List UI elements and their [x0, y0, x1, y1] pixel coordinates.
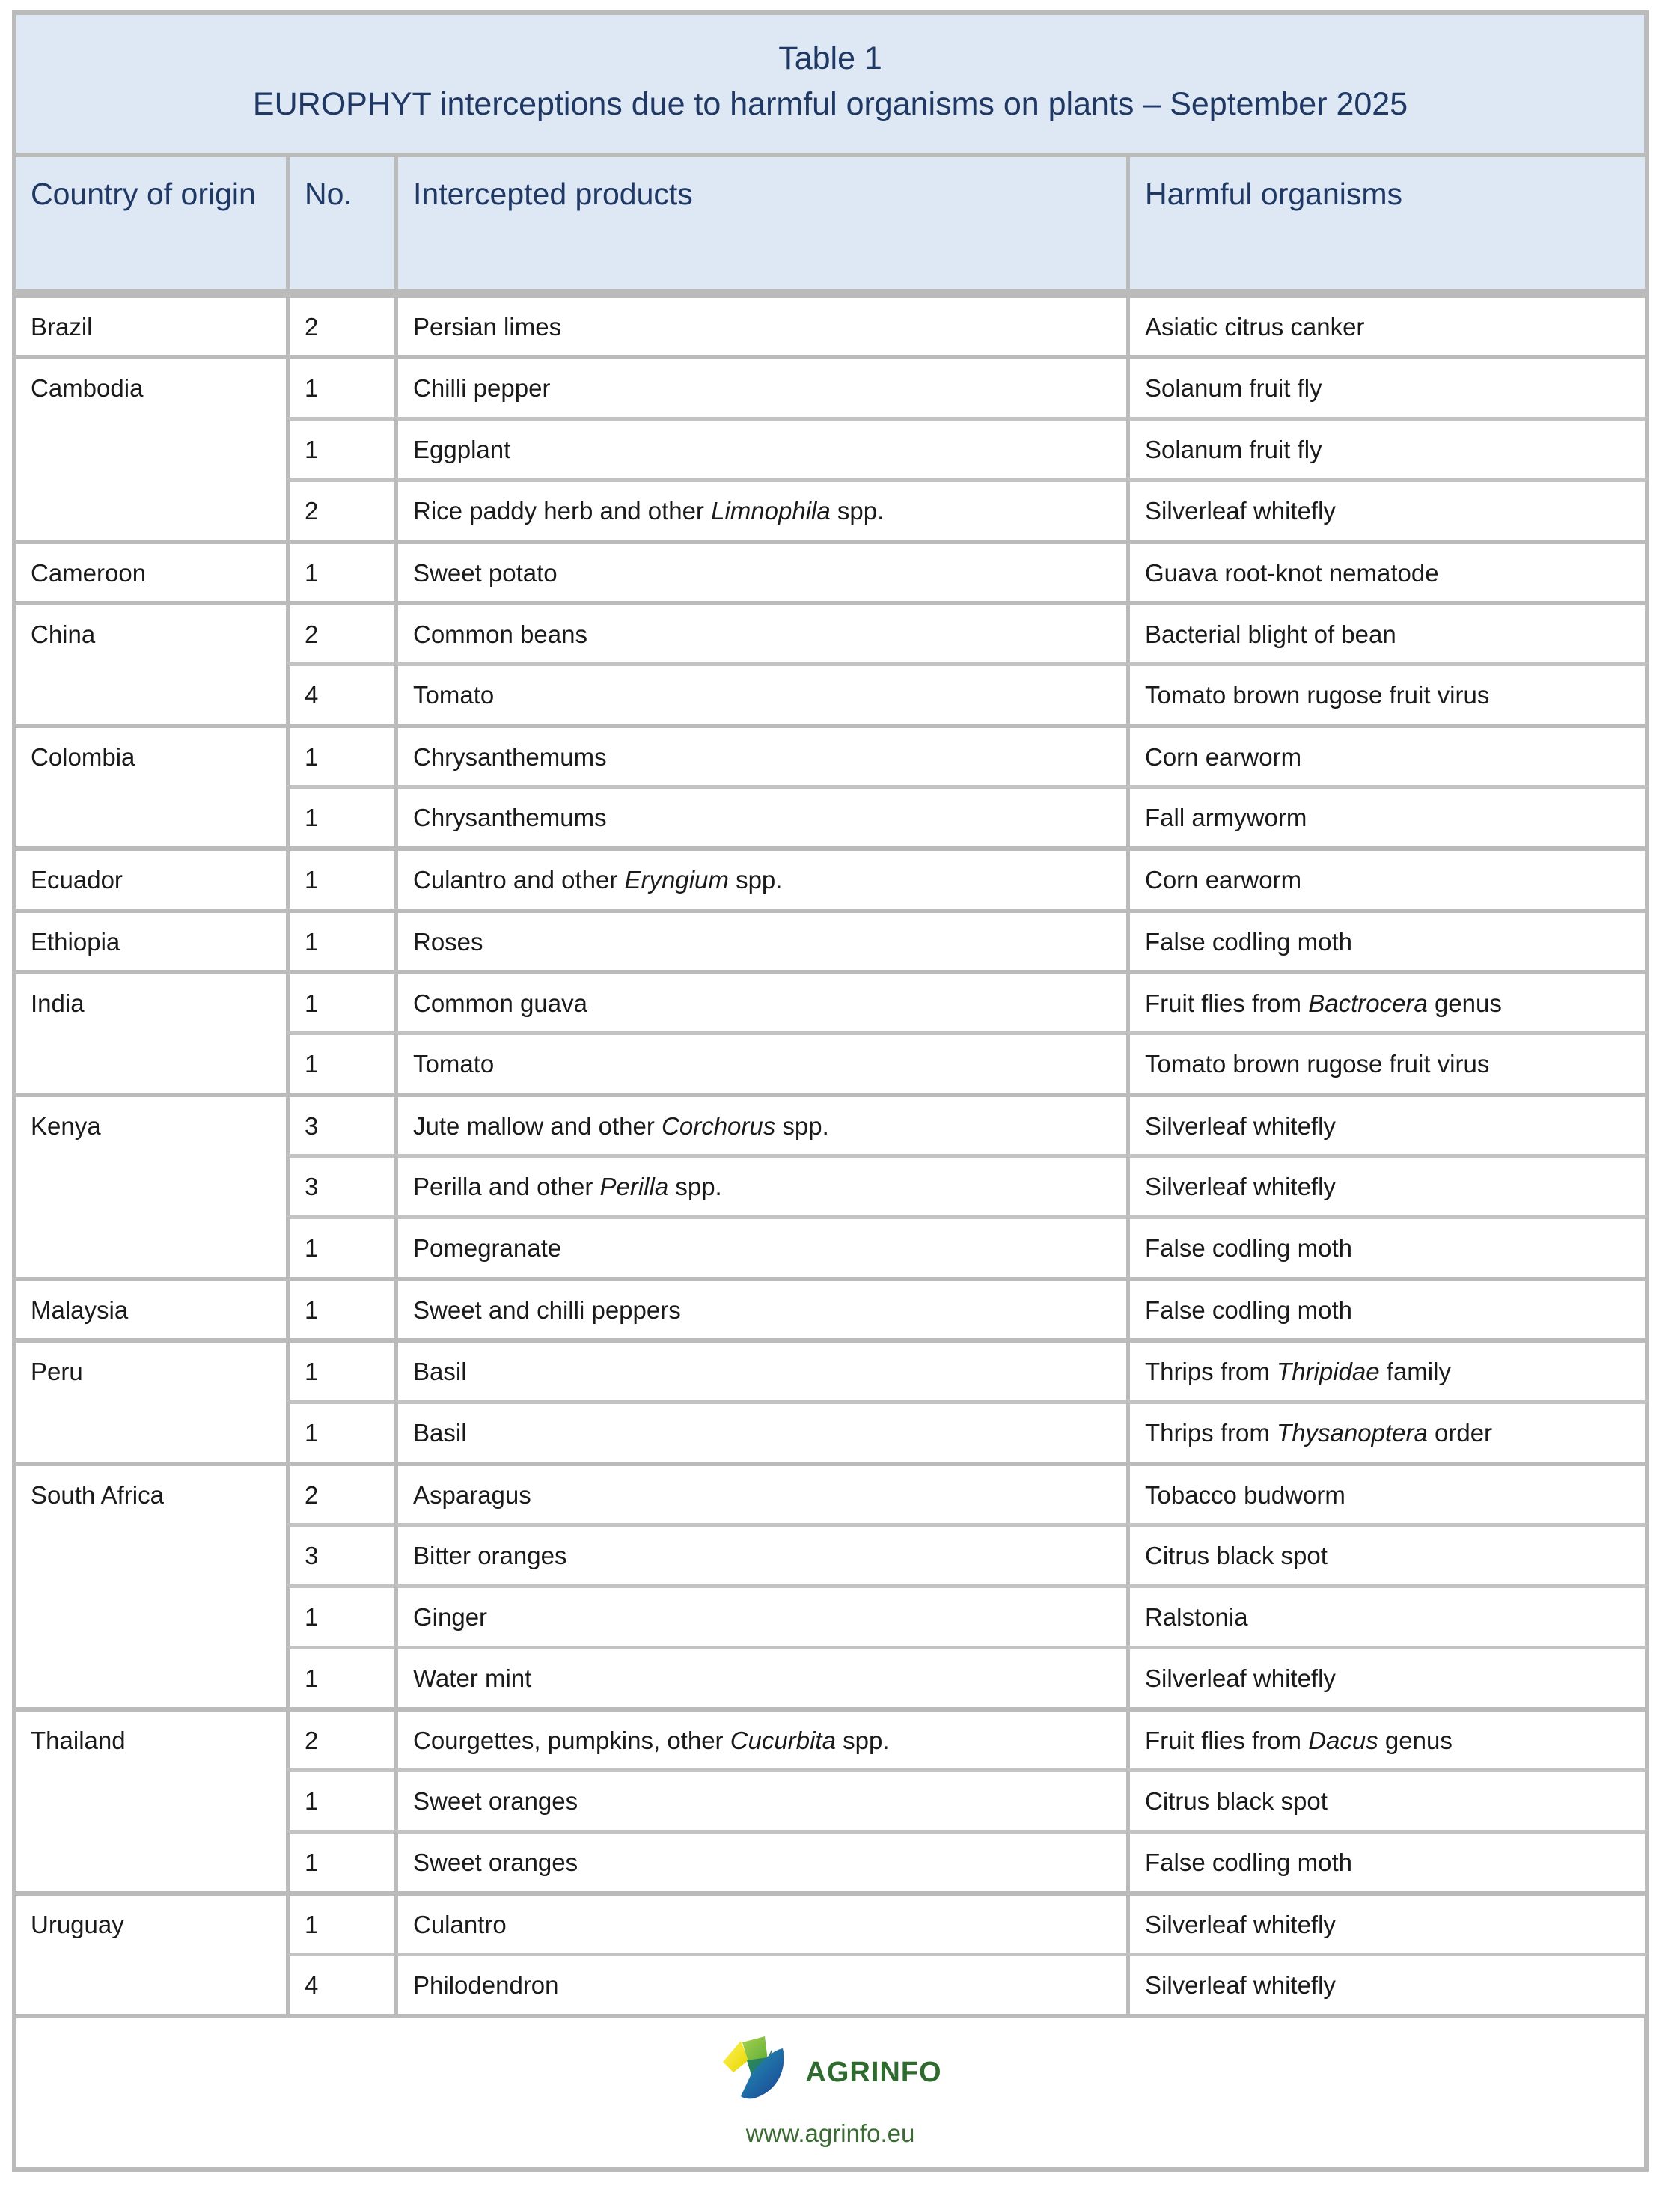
- cell-number: 4: [286, 1953, 394, 2014]
- cell-intercepted-product: Common beans: [394, 601, 1126, 662]
- table-row: [12, 846, 1649, 908]
- table-title-row: [12, 10, 1649, 157]
- table-row: [12, 1338, 1649, 1399]
- cell-harmful-organism: Silverleaf whitefly: [1126, 1093, 1649, 1154]
- cell-harmful-organism: Asiatic citrus canker: [1126, 293, 1649, 355]
- cell-intercepted-product: Sweet oranges: [394, 1830, 1126, 1891]
- cell-country-of-origin: Brazil: [12, 293, 286, 355]
- cell-harmful-organism: Solanum fruit fly: [1126, 417, 1649, 478]
- column-header-organisms: Harmful organisms: [1126, 157, 1649, 293]
- cell-number: 1: [286, 724, 394, 785]
- cell-number: 4: [286, 662, 394, 724]
- cell-number: 2: [286, 1707, 394, 1768]
- cell-intercepted-product: Chrysanthemums: [394, 724, 1126, 785]
- cell-country-of-origin: India: [12, 970, 286, 1093]
- cell-harmful-organism: Thrips from Thysanoptera order: [1126, 1400, 1649, 1462]
- column-header-no: No.: [286, 157, 394, 293]
- cell-harmful-organism: Thrips from Thripidae family: [1126, 1338, 1649, 1399]
- cell-harmful-organism: Solanum fruit fly: [1126, 355, 1649, 416]
- cell-number: 1: [286, 1338, 394, 1399]
- cell-harmful-organism: Tobacco budworm: [1126, 1462, 1649, 1523]
- column-header-country: Country of origin: [12, 157, 286, 293]
- cell-number: 2: [286, 1462, 394, 1523]
- cell-harmful-organism: Corn earworm: [1126, 724, 1649, 785]
- table-body: [12, 293, 1649, 2014]
- cell-country-of-origin: Thailand: [12, 1707, 286, 1891]
- cell-country-of-origin: Ecuador: [12, 846, 286, 908]
- cell-intercepted-product: Perilla and other Perilla spp.: [394, 1154, 1126, 1215]
- cell-number: 2: [286, 478, 394, 540]
- cell-number: 1: [286, 1215, 394, 1277]
- cell-number: 1: [286, 1891, 394, 1953]
- agrinfo-branding: [718, 2035, 941, 2148]
- cell-number: 2: [286, 293, 394, 355]
- cell-country-of-origin: South Africa: [12, 1462, 286, 1707]
- cell-harmful-organism: Fall armyworm: [1126, 785, 1649, 846]
- cell-harmful-organism: Tomato brown rugose fruit virus: [1126, 1031, 1649, 1093]
- cell-intercepted-product: Asparagus: [394, 1462, 1126, 1523]
- cell-intercepted-product: Sweet potato: [394, 540, 1126, 601]
- cell-intercepted-product: Chrysanthemums: [394, 785, 1126, 846]
- cell-intercepted-product: Jute mallow and other Corchorus spp.: [394, 1093, 1126, 1154]
- cell-harmful-organism: Fruit flies from Bactrocera genus: [1126, 970, 1649, 1031]
- table-row: [12, 601, 1649, 662]
- cell-harmful-organism: Silverleaf whitefly: [1126, 478, 1649, 540]
- cell-harmful-organism: Ralstonia: [1126, 1584, 1649, 1646]
- cell-country-of-origin: Peru: [12, 1338, 286, 1461]
- table-footer-row: [12, 2014, 1649, 2172]
- cell-number: 1: [286, 970, 394, 1031]
- cell-intercepted-product: Culantro: [394, 1891, 1126, 1953]
- table-row: [12, 1891, 1649, 1953]
- cell-harmful-organism: Silverleaf whitefly: [1126, 1646, 1649, 1707]
- table-row: [12, 1277, 1649, 1338]
- cell-number: 1: [286, 909, 394, 970]
- cell-intercepted-product: Chilli pepper: [394, 355, 1126, 416]
- table-row: [12, 540, 1649, 601]
- table-footer-cell: [12, 2014, 1649, 2172]
- cell-intercepted-product: Basil: [394, 1338, 1126, 1399]
- cell-number: 1: [286, 1031, 394, 1093]
- cell-number: 1: [286, 355, 394, 416]
- agrinfo-website-url: www.agrinfo.eu: [745, 2119, 915, 2148]
- cell-intercepted-product: Bitter oranges: [394, 1523, 1126, 1584]
- cell-number: 1: [286, 417, 394, 478]
- cell-intercepted-product: Ginger: [394, 1584, 1126, 1646]
- cell-harmful-organism: Fruit flies from Dacus genus: [1126, 1707, 1649, 1768]
- cell-harmful-organism: Corn earworm: [1126, 846, 1649, 908]
- cell-intercepted-product: Basil: [394, 1400, 1126, 1462]
- cell-country-of-origin: China: [12, 601, 286, 724]
- agrinfo-bird-leaf-logo-icon: [718, 2035, 801, 2110]
- cell-harmful-organism: Bacterial blight of bean: [1126, 601, 1649, 662]
- table-row: [12, 909, 1649, 970]
- cell-harmful-organism: Silverleaf whitefly: [1126, 1891, 1649, 1953]
- column-header-products: Intercepted products: [394, 157, 1126, 293]
- cell-harmful-organism: Citrus black spot: [1126, 1523, 1649, 1584]
- cell-harmful-organism: False codling moth: [1126, 1215, 1649, 1277]
- cell-intercepted-product: Sweet and chilli peppers: [394, 1277, 1126, 1338]
- cell-intercepted-product: Roses: [394, 909, 1126, 970]
- cell-number: 1: [286, 846, 394, 908]
- table-row: [12, 1707, 1649, 1768]
- cell-intercepted-product: Culantro and other Eryngium spp.: [394, 846, 1126, 908]
- table-row: [12, 970, 1649, 1031]
- cell-intercepted-product: Common guava: [394, 970, 1126, 1031]
- cell-intercepted-product: Persian limes: [394, 293, 1126, 355]
- cell-country-of-origin: Uruguay: [12, 1891, 286, 2014]
- cell-country-of-origin: Kenya: [12, 1093, 286, 1277]
- cell-intercepted-product: Pomegranate: [394, 1215, 1126, 1277]
- cell-harmful-organism: False codling moth: [1126, 1830, 1649, 1891]
- cell-intercepted-product: Courgettes, pumpkins, other Cucurbita spp.: [394, 1707, 1126, 1768]
- cell-number: 1: [286, 1646, 394, 1707]
- cell-number: 1: [286, 1584, 394, 1646]
- cell-intercepted-product: Water mint: [394, 1646, 1126, 1707]
- cell-harmful-organism: Silverleaf whitefly: [1126, 1953, 1649, 2014]
- cell-harmful-organism: Tomato brown rugose fruit virus: [1126, 662, 1649, 724]
- table-number-label: Table 1: [778, 40, 882, 76]
- cell-number: 1: [286, 1768, 394, 1830]
- cell-harmful-organism: False codling moth: [1126, 909, 1649, 970]
- cell-country-of-origin: Malaysia: [12, 1277, 286, 1338]
- cell-number: 3: [286, 1523, 394, 1584]
- cell-intercepted-product: Tomato: [394, 662, 1126, 724]
- table-header-row: [12, 157, 1649, 293]
- table-row: [12, 724, 1649, 785]
- cell-number: 3: [286, 1154, 394, 1215]
- table-title-cell: [12, 10, 1649, 157]
- table-row: [12, 1093, 1649, 1154]
- cell-number: 2: [286, 601, 394, 662]
- cell-country-of-origin: Ethiopia: [12, 909, 286, 970]
- cell-harmful-organism: False codling moth: [1126, 1277, 1649, 1338]
- europhyt-interceptions-table: [12, 10, 1649, 2172]
- cell-harmful-organism: Guava root-knot nematode: [1126, 540, 1649, 601]
- cell-intercepted-product: Tomato: [394, 1031, 1126, 1093]
- cell-harmful-organism: Silverleaf whitefly: [1126, 1154, 1649, 1215]
- cell-harmful-organism: Citrus black spot: [1126, 1768, 1649, 1830]
- cell-number: 3: [286, 1093, 394, 1154]
- agrinfo-wordmark: AGRINFO: [805, 2057, 942, 2089]
- cell-number: 1: [286, 1830, 394, 1891]
- cell-number: 1: [286, 1400, 394, 1462]
- table-title-text: EUROPHYT interceptions due to harmful organisms on plants – September 2025: [252, 86, 1408, 123]
- cell-number: 1: [286, 785, 394, 846]
- agrinfo-logo-row: [718, 2035, 941, 2110]
- cell-country-of-origin: Cameroon: [12, 540, 286, 601]
- cell-intercepted-product: Sweet oranges: [394, 1768, 1126, 1830]
- table-row: [12, 355, 1649, 416]
- table-row: [12, 293, 1649, 355]
- cell-country-of-origin: Cambodia: [12, 355, 286, 539]
- cell-intercepted-product: Rice paddy herb and other Limnophila spp.: [394, 478, 1126, 540]
- cell-number: 1: [286, 540, 394, 601]
- cell-intercepted-product: Philodendron: [394, 1953, 1126, 2014]
- table-row: [12, 1462, 1649, 1523]
- cell-intercepted-product: Eggplant: [394, 417, 1126, 478]
- cell-country-of-origin: Colombia: [12, 724, 286, 846]
- cell-number: 1: [286, 1277, 394, 1338]
